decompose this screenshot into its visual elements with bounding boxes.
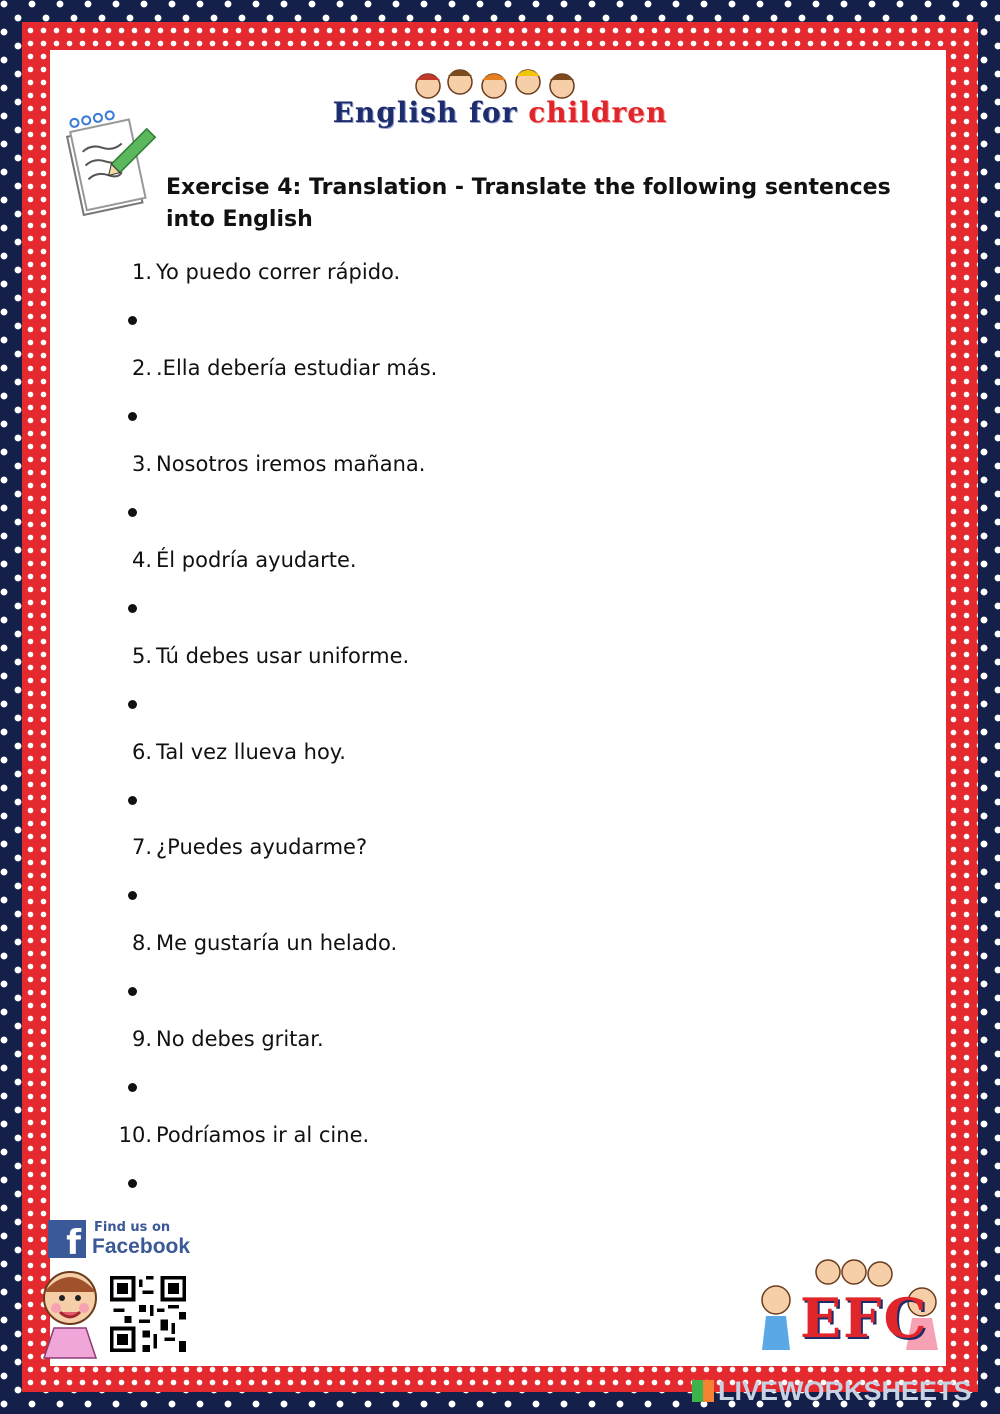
bullet-icon <box>128 987 137 996</box>
answer-input-8[interactable] <box>156 979 800 1005</box>
brand-title <box>330 96 670 129</box>
answer-input-10[interactable] <box>156 1171 800 1197</box>
sentence-item <box>100 737 800 767</box>
answer-line <box>128 1075 828 1099</box>
item-number: 4. <box>131 548 152 572</box>
answer-input-3[interactable] <box>156 500 800 526</box>
answer-line <box>128 692 828 716</box>
sentence-item <box>100 641 800 671</box>
bullet-icon <box>128 1083 137 1092</box>
item-text: Nosotros iremos mañana. <box>156 452 426 476</box>
item-number: 3. <box>131 452 152 476</box>
bullet-icon <box>128 700 137 709</box>
answer-line <box>128 883 828 907</box>
item-number: 2. <box>131 356 152 380</box>
item-text: Podríamos ir al cine. <box>156 1123 370 1147</box>
answer-line <box>128 308 828 332</box>
exercise-title: Exercise 4: Translation - Translate the following sentences into English <box>166 175 891 232</box>
answer-line <box>128 979 828 1003</box>
item-text: No debes gritar. <box>156 1027 324 1051</box>
item-text: .Ella debería estudiar más. <box>156 356 438 380</box>
item-number: 8. <box>131 931 152 955</box>
answer-line <box>128 404 828 428</box>
brand-word-english: English <box>332 96 459 129</box>
sentence-item <box>100 1120 800 1150</box>
item-text: Tal vez llueva hoy. <box>156 740 346 764</box>
facebook-name-text: Facebook <box>92 1235 191 1258</box>
facebook-icon: f <box>48 1220 86 1258</box>
sentence-item <box>100 449 800 479</box>
item-text: Me gustaría un helado. <box>156 931 398 955</box>
sentence-item <box>100 353 800 383</box>
facebook-badge[interactable] <box>48 1220 208 1262</box>
liveworksheets-logo-icon <box>692 1380 714 1402</box>
item-text: Yo puedo correr rápido. <box>156 260 401 284</box>
item-number: 6. <box>131 740 152 764</box>
answer-input-9[interactable] <box>156 1075 800 1101</box>
answer-input-1[interactable] <box>156 308 800 334</box>
bullet-icon <box>128 891 137 900</box>
sentence-item <box>100 928 800 958</box>
qr-code-icon <box>110 1276 186 1352</box>
answer-line <box>128 596 828 620</box>
answer-input-4[interactable] <box>156 596 800 622</box>
sentence-item <box>100 545 800 575</box>
answer-input-6[interactable] <box>156 788 800 814</box>
item-text: Él podría ayudarte. <box>156 548 357 572</box>
item-number: 9. <box>131 1027 152 1051</box>
bullet-icon <box>128 604 137 613</box>
item-text: Tú debes usar uniforme. <box>156 644 410 668</box>
item-number: 10. <box>118 1123 152 1147</box>
bullet-icon <box>128 412 137 421</box>
answer-line <box>128 1171 828 1195</box>
item-number: 1. <box>131 260 152 284</box>
bullet-icon <box>128 316 137 325</box>
brand-word-for: for <box>458 96 529 129</box>
answer-input-2[interactable] <box>156 404 800 430</box>
sentence-item <box>100 257 800 287</box>
answer-line <box>128 788 828 812</box>
bullet-icon <box>128 1179 137 1188</box>
answer-line <box>128 500 828 524</box>
efc-logo-text: EFC <box>800 1286 929 1350</box>
sentence-item <box>100 1024 800 1054</box>
item-text: ¿Puedes ayudarme? <box>156 835 368 859</box>
liveworksheets-watermark <box>692 1376 992 1406</box>
answer-input-7[interactable] <box>156 883 800 909</box>
item-number: 5. <box>131 644 152 668</box>
item-number: 7. <box>131 835 152 859</box>
notepad-pencil-icon <box>64 110 160 220</box>
bullet-icon <box>128 508 137 517</box>
answer-input-5[interactable] <box>156 692 800 718</box>
facebook-find-text: Find us on <box>94 1220 171 1235</box>
brand-word-children: children <box>528 96 668 129</box>
liveworksheets-text: LIVEWORKSHEETS <box>718 1376 972 1406</box>
girl-illustration <box>30 1262 110 1362</box>
bullet-icon <box>128 796 137 805</box>
sentence-item <box>100 832 800 862</box>
